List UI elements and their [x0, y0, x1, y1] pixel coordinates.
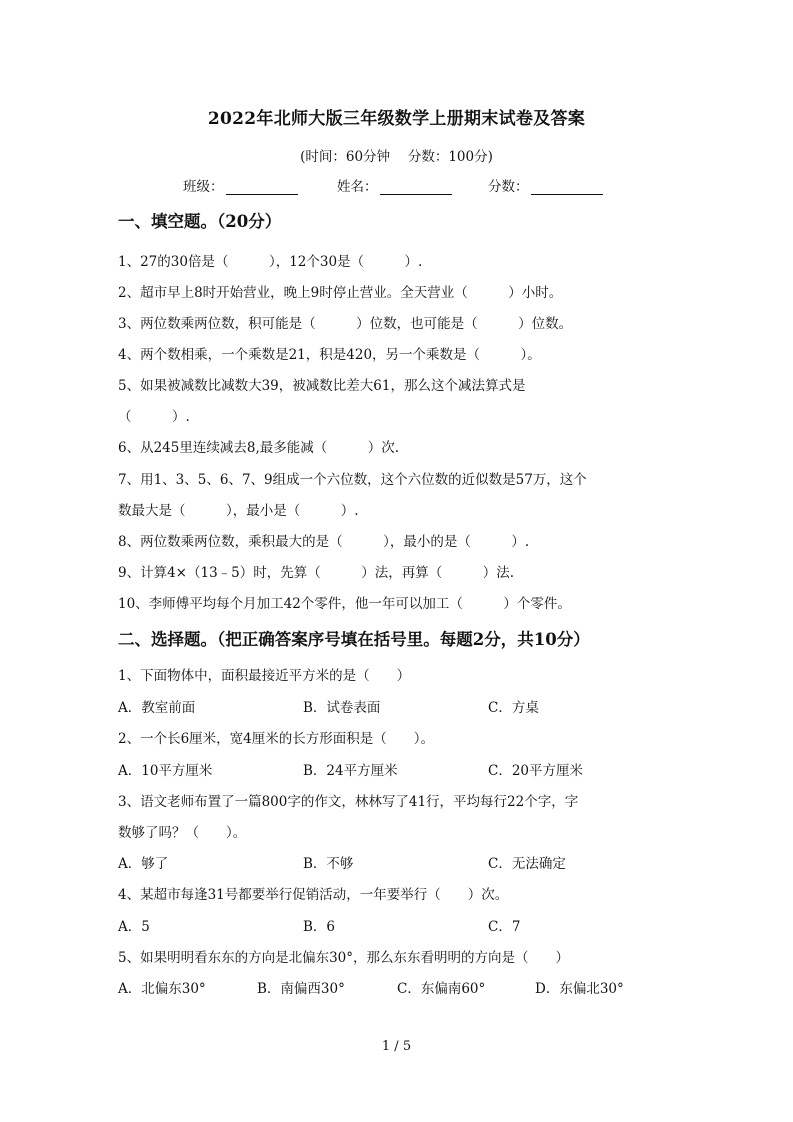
choice-2-option-a: A．10平方厘米 [118, 763, 213, 779]
fill-question-7: 7、用1、3、5、6、7、9组成一个六位数，这个六位数的近似数是57万，这个 [118, 472, 587, 488]
choice-3-option-a: A．够了 [118, 856, 169, 872]
choice-question-2: 2、一个长6厘米，宽4厘米的长方形面积是（ ）。 [118, 731, 435, 747]
fill-question-10: 10、李师傅平均每个月加工42个零件，他一年可以加工（ ）个零件。 [118, 596, 571, 612]
choice-question-3: 3、语文老师布置了一篇800字的作文，林林写了41行，平均每行22个字，字 [118, 794, 579, 810]
choice-4-option-b: B．6 [303, 919, 336, 935]
choice-3-option-c: C．无法确定 [488, 856, 566, 872]
fill-question-3: 3、两位数乘两位数，积可能是（ ）位数，也可能是（ ）位数。 [118, 316, 573, 332]
fill-question-6: 6、从245里连续减去8,最多能减（ ）次. [118, 440, 400, 456]
choice-question-5: 5、如果明明看东东的方向是北偏东30°，那么东东看明明的方向是（ ） [118, 950, 570, 966]
exam-info-time-score: (时间：60分钟 分数：100分) [300, 149, 493, 165]
choice-5-option-c: C．东偏南60° [397, 981, 486, 997]
fill-question-5-cont: （ ）. [118, 409, 190, 425]
score-field [488, 175, 603, 195]
fill-question-9: 9、计算4×（13﹣5）时，先算（ ）法，再算（ ）法. [118, 565, 515, 581]
name-blank[interactable] [380, 180, 452, 195]
choice-4-option-c: C．7 [488, 919, 521, 935]
fill-question-7-cont: 数最大是（ ），最小是（ ）. [118, 503, 359, 519]
choice-1-option-c: C．方桌 [488, 700, 539, 716]
choice-5-option-b: B．南偏西30° [257, 981, 345, 997]
fill-question-2: 2、超市早上8时开始营业，晚上9时停止营业。全天营业（ ）小时。 [118, 285, 563, 301]
choice-question-4: 4、某超市每逢31号都要举行促销活动，一年要举行（ ）次。 [118, 887, 509, 903]
name-field [337, 175, 452, 195]
choice-5-option-d: D．东偏北30° [535, 981, 624, 997]
choice-1-option-b: B．试卷表面 [303, 700, 381, 716]
choice-question-1: 1、下面物体中，面积最接近平方米的是（ ） [118, 668, 411, 684]
name-label: 姓名： [337, 179, 378, 195]
class-field [183, 175, 298, 195]
fill-question-8: 8、两位数乘两位数，乘积最大的是（ ），最小的是（ ）. [118, 534, 530, 550]
choice-4-option-a: A．5 [118, 919, 150, 935]
page-title: 2022年北师大版三年级数学上册期末试卷及答案 [207, 109, 586, 129]
choice-5-option-a: A．北偏东30° [118, 981, 206, 997]
class-blank[interactable] [226, 180, 298, 195]
section-fill-in-heading: 一、填空题。（20分） [118, 212, 282, 231]
section-choice-heading: 二、选择题。（把正确答案序号填在括号里。每题2分，共10分） [118, 630, 590, 649]
class-label: 班级： [183, 179, 224, 195]
choice-2-option-b: B．24平方厘米 [303, 763, 398, 779]
score-blank[interactable] [531, 180, 603, 195]
choice-2-option-c: C．20平方厘米 [488, 763, 584, 779]
choice-3-option-b: B．不够 [303, 856, 354, 872]
choice-1-option-a: A．教室前面 [118, 700, 196, 716]
fill-question-4: 4、两个数相乘，一个乘数是21，积是420，另一个乘数是（ ）。 [118, 347, 541, 363]
fill-question-5: 5、如果被减数比减数大39，被减数比差大61，那么这个减法算式是 [118, 378, 526, 394]
score-label: 分数： [488, 179, 529, 195]
choice-question-3-cont: 数够了吗？（ ）。 [118, 825, 247, 841]
fill-question-1: 1、27的30倍是（ ），12个30是（ ）. [118, 254, 423, 270]
page-number: 1 / 5 [381, 1039, 412, 1054]
